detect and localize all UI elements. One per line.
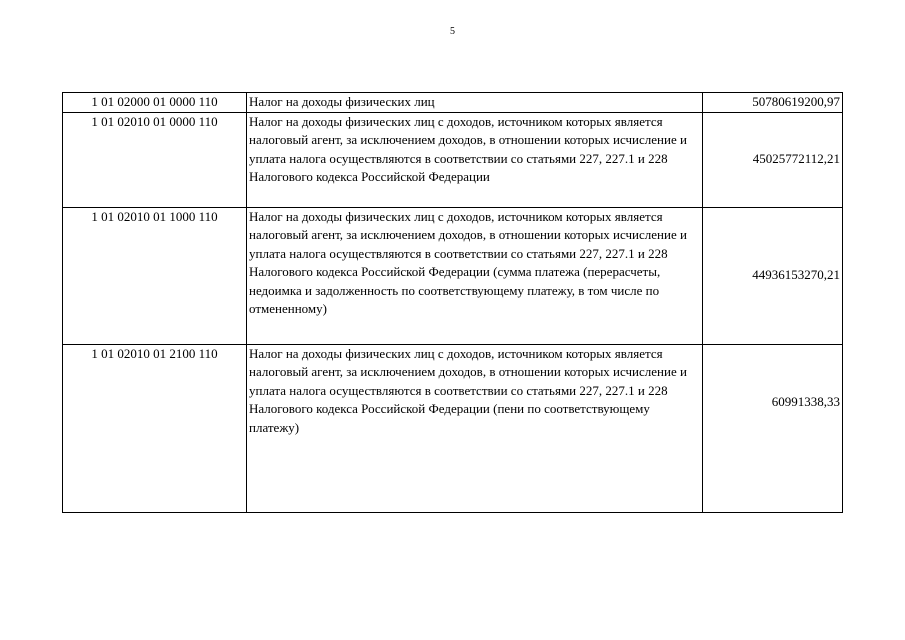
table-row bbox=[63, 93, 843, 113]
table-row bbox=[63, 207, 843, 344]
budget-classification-code: 1 01 02010 01 0000 110 bbox=[63, 112, 247, 207]
revenue-name: Налог на доходы физических лиц bbox=[247, 93, 703, 113]
revenue-amount: 60991338,33 bbox=[703, 344, 843, 512]
revenue-amount: 44936153270,21 bbox=[703, 207, 843, 344]
revenue-amount: 45025772112,21 bbox=[703, 112, 843, 207]
revenue-name: Налог на доходы физических лиц с доходов, источником которых является налоговый агент, за исключением доходов, в отношении которых исчисление и уплата налога осуществляются в соответствии со статьями 227, 227.1 и 228 Налогового кодекса Российской Федерации (сумма платежа (перерасчеты, недоимка и задолженность по соответствующему платежу, в том числе по отмененному) bbox=[247, 207, 703, 344]
revenue-name: Налог на доходы физических лиц с доходов, источником которых является налоговый агент, за исключением доходов, в отношении которых исчисление и уплата налога осуществляются в соответствии со статьями 227, 227.1 и 228 Налогового кодекса Российской Федерации (пени по соответствующему платежу) bbox=[247, 344, 703, 512]
table-row bbox=[63, 112, 843, 207]
revenue-name: Налог на доходы физических лиц с доходов, источником которых является налоговый агент, за исключением доходов, в отношении которых исчисление и уплата налога осуществляются в соответствии со статьями 227, 227.1 и 228 Налогового кодекса Российской Федерации bbox=[247, 112, 703, 207]
page-number: 5 bbox=[450, 26, 455, 37]
table-row bbox=[63, 344, 843, 512]
budget-classification-code: 1 01 02010 01 1000 110 bbox=[63, 207, 247, 344]
budget-classification-code: 1 01 02010 01 2100 110 bbox=[63, 344, 247, 512]
revenue-table bbox=[62, 92, 843, 513]
revenue-amount: 50780619200,97 bbox=[703, 93, 843, 113]
budget-classification-code: 1 01 02000 01 0000 110 bbox=[63, 93, 247, 113]
